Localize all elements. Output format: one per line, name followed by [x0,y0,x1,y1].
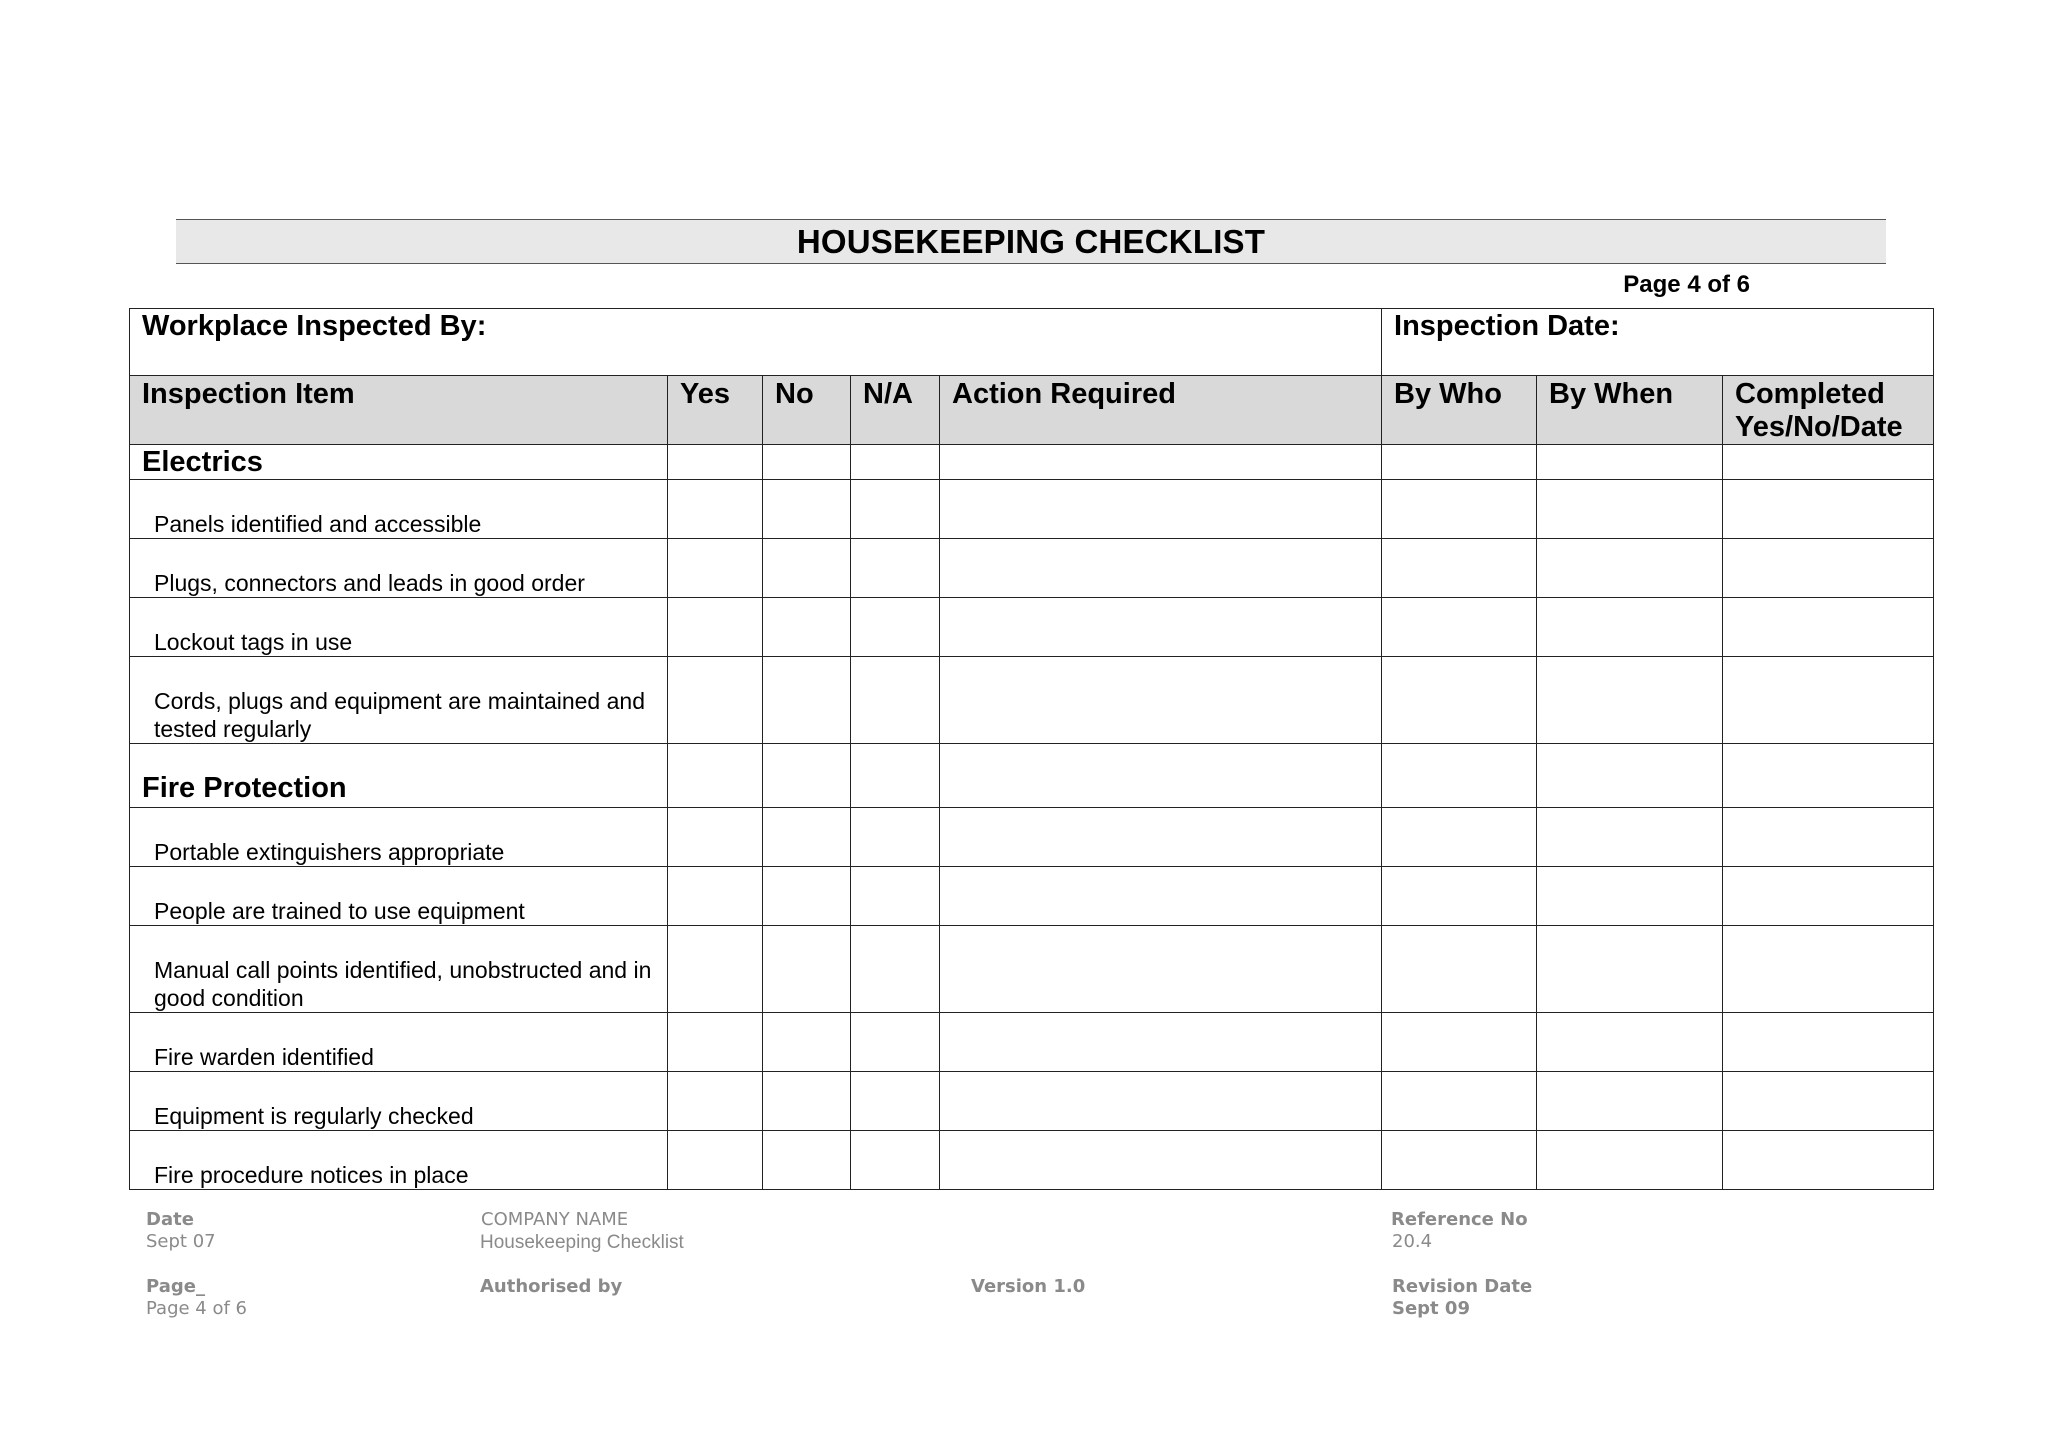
header-inspection-item: Inspection Item [142,378,355,410]
no-cell[interactable] [763,867,851,926]
completed-cell[interactable] [1723,539,1934,598]
by-who-cell[interactable] [1382,808,1537,867]
footer-version: Version 1.0 [971,1276,1086,1297]
completed-cell[interactable] [1723,1131,1934,1190]
yes-cell[interactable] [668,1013,763,1072]
completed-cell[interactable] [1723,808,1934,867]
by-when-cell[interactable] [1537,657,1723,744]
footer-page-label: Page_ [146,1276,205,1297]
action-cell[interactable] [940,1072,1382,1131]
by-when-cell[interactable] [1537,1072,1723,1131]
footer-reference-label: Reference No [1391,1209,1528,1230]
no-cell[interactable] [763,539,851,598]
completed-cell[interactable] [1723,480,1934,539]
header-completed-line2: Yes/No/Date [1735,411,1903,443]
yes-cell[interactable] [668,744,763,808]
section-row-electrics [130,445,1934,480]
by-when-cell[interactable] [1537,480,1723,539]
by-who-cell[interactable] [1382,926,1537,1013]
no-cell[interactable] [763,1131,851,1190]
by-who-cell[interactable] [1382,1013,1537,1072]
yes-cell[interactable] [668,480,763,539]
table-row [130,539,1934,598]
table-row [130,657,1934,744]
na-cell[interactable] [851,744,940,808]
by-when-cell[interactable] [1537,598,1723,657]
inspection-item-label: Cords, plugs and equipment are maintained and tested regularly [154,688,645,742]
yes-cell[interactable] [668,867,763,926]
action-cell[interactable] [940,808,1382,867]
action-cell[interactable] [940,598,1382,657]
by-who-cell[interactable] [1382,1131,1537,1190]
footer-authorised-label: Authorised by [480,1276,623,1297]
yes-cell[interactable] [668,808,763,867]
document-title-bar [176,219,1886,264]
inspection-item-label: Manual call points identified, unobstructed and in good condition [154,957,652,1011]
no-cell[interactable] [763,926,851,1013]
no-cell[interactable] [763,598,851,657]
footer-revision-value: Sept 09 [1392,1298,1470,1319]
no-cell[interactable] [763,657,851,744]
by-who-cell[interactable] [1382,480,1537,539]
table-row [130,867,1934,926]
no-cell[interactable] [763,1072,851,1131]
section-row-fire-protection [130,744,1934,808]
completed-cell[interactable] [1723,744,1934,808]
inspected-by-label: Workplace Inspected By: [142,310,487,342]
document-title: HOUSEKEEPING CHECKLIST [796,222,1266,260]
inspected-by-field[interactable] [130,309,1382,376]
yes-cell[interactable] [668,926,763,1013]
footer-date-value: Sept 07 [146,1231,216,1252]
na-cell[interactable] [851,539,940,598]
header-completed [1723,376,1933,444]
table-header-row [130,376,1934,445]
yes-cell[interactable] [668,1131,763,1190]
header-completed-line1: Completed [1735,378,1885,410]
completed-cell[interactable] [1723,598,1934,657]
footer-page-value: Page 4 of 6 [146,1298,247,1319]
table-row [130,1013,1934,1072]
action-cell[interactable] [940,744,1382,808]
na-cell[interactable] [851,480,940,539]
action-cell[interactable] [940,1131,1382,1190]
no-cell[interactable] [763,1013,851,1072]
na-cell[interactable] [851,598,940,657]
inspection-item-label: Equipment is regularly checked [154,1103,474,1129]
header-by-when: By When [1549,378,1674,410]
completed-cell[interactable] [1723,867,1934,926]
completed-cell[interactable] [1723,926,1934,1013]
completed-cell[interactable] [1723,1013,1934,1072]
yes-cell[interactable] [668,539,763,598]
table-row [130,1131,1934,1190]
table-row [130,598,1934,657]
by-who-cell[interactable] [1382,445,1537,480]
completed-cell[interactable] [1723,1072,1934,1131]
no-cell[interactable] [763,480,851,539]
no-cell[interactable] [763,744,851,808]
yes-cell[interactable] [668,445,763,480]
by-when-cell[interactable] [1537,445,1723,480]
action-cell[interactable] [940,445,1382,480]
na-cell[interactable] [851,808,940,867]
inspection-item-label: Lockout tags in use [154,629,353,655]
footer-document-name: Housekeeping Checklist [480,1232,684,1253]
section-title: Fire Protection [142,772,347,804]
by-who-cell[interactable] [1382,744,1537,808]
na-cell[interactable] [851,445,940,480]
by-when-cell[interactable] [1537,1131,1723,1190]
page-indicator: Page 4 of 6 [1623,271,1750,298]
action-cell[interactable] [940,539,1382,598]
header-action-required: Action Required [952,378,1176,410]
by-who-cell[interactable] [1382,598,1537,657]
footer-company-name: COMPANY NAME [481,1209,629,1230]
na-cell[interactable] [851,1072,940,1131]
footer-revision-label: Revision Date [1392,1276,1533,1297]
by-when-cell[interactable] [1537,744,1723,808]
na-cell[interactable] [851,1013,940,1072]
action-cell[interactable] [940,926,1382,1013]
by-when-cell[interactable] [1537,1013,1723,1072]
header-no: No [775,378,814,410]
yes-cell[interactable] [668,657,763,744]
no-cell[interactable] [763,445,851,480]
by-when-cell[interactable] [1537,808,1723,867]
inspection-date-field[interactable] [1382,309,1934,376]
inspection-item-label: Panels identified and accessible [154,511,482,537]
section-title: Electrics [142,446,263,478]
action-cell[interactable] [940,867,1382,926]
by-who-cell[interactable] [1382,657,1537,744]
by-who-cell[interactable] [1382,539,1537,598]
by-who-cell[interactable] [1382,867,1537,926]
checklist-table [129,308,1934,1190]
action-cell[interactable] [940,1013,1382,1072]
inspection-date-label: Inspection Date: [1394,310,1620,342]
table-row [130,1072,1934,1131]
table-row [130,926,1934,1013]
header-na: N/A [863,378,913,410]
inspection-item-label: Plugs, connectors and leads in good order [154,570,585,596]
yes-cell[interactable] [668,598,763,657]
completed-cell[interactable] [1723,445,1934,480]
by-who-cell[interactable] [1382,1072,1537,1131]
table-row [130,808,1934,867]
yes-cell[interactable] [668,1072,763,1131]
completed-cell[interactable] [1723,657,1934,744]
inspection-item-label: Fire procedure notices in place [154,1162,469,1188]
na-cell[interactable] [851,867,940,926]
na-cell[interactable] [851,657,940,744]
action-cell[interactable] [940,480,1382,539]
na-cell[interactable] [851,1131,940,1190]
na-cell[interactable] [851,926,940,1013]
by-when-cell[interactable] [1537,539,1723,598]
header-yes: Yes [680,378,730,410]
footer-date-label: Date [146,1209,194,1230]
header-by-who: By Who [1394,378,1502,410]
footer-reference-value: 20.4 [1392,1231,1433,1252]
action-cell[interactable] [940,657,1382,744]
no-cell[interactable] [763,808,851,867]
inspection-info-row [130,309,1934,376]
inspection-item-label: People are trained to use equipment [154,898,525,924]
table-row [130,480,1934,539]
by-when-cell[interactable] [1537,926,1723,1013]
by-when-cell[interactable] [1537,867,1723,926]
inspection-item-label: Portable extinguishers appropriate [154,839,505,865]
inspection-item-label: Fire warden identified [154,1044,374,1070]
